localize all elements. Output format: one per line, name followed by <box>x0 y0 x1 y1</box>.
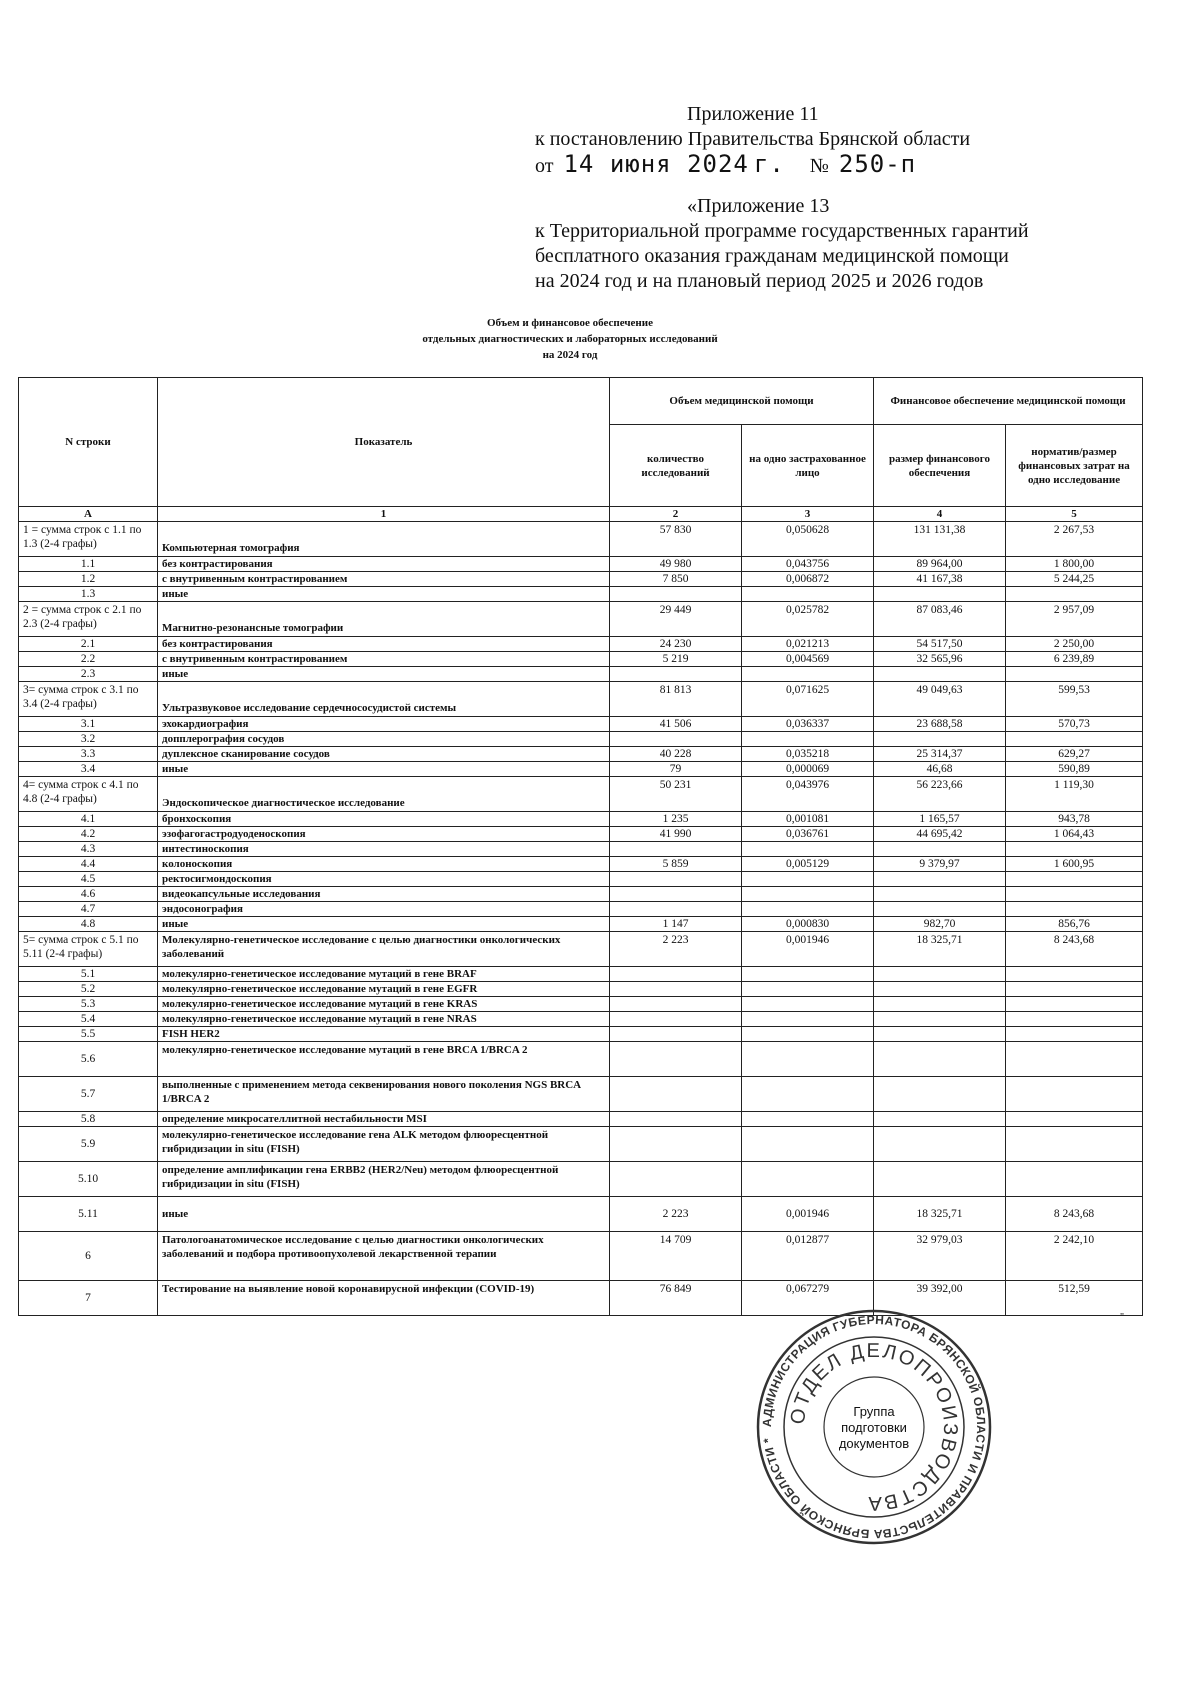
cell-count <box>610 1027 742 1042</box>
table-row <box>19 1042 1143 1077</box>
cell-norm: 8 243,68 <box>1006 1197 1143 1232</box>
row-code: 3.2 <box>19 732 158 747</box>
row-indicator: интестиноскопия <box>158 842 610 857</box>
cell-per-person <box>742 587 874 602</box>
annex-header <box>535 194 1095 294</box>
date-prefix: от <box>535 155 554 177</box>
cell-amount <box>874 667 1006 682</box>
table-row <box>19 602 1143 637</box>
row-indicator: FISH HER2 <box>158 1027 610 1042</box>
row-indicator: без контрастирования <box>158 557 610 572</box>
row-code: 1.3 <box>19 587 158 602</box>
row-code: 4= сумма строк с 4.1 по 4.8 (2-4 графы) <box>19 777 158 812</box>
cell-per-person: 0,001946 <box>742 1197 874 1232</box>
cell-per-person <box>742 1077 874 1112</box>
cell-count: 1 235 <box>610 812 742 827</box>
cell-count <box>610 1127 742 1162</box>
table-row <box>19 777 1143 812</box>
cell-per-person <box>742 967 874 982</box>
cell-count <box>610 842 742 857</box>
row-indicator: иные <box>158 917 610 932</box>
table-row <box>19 982 1143 997</box>
col-index-1: 1 <box>158 507 610 522</box>
cell-norm: 570,73 <box>1006 717 1143 732</box>
cell-norm <box>1006 842 1143 857</box>
cell-norm: 512,59 <box>1006 1281 1143 1316</box>
col-group-finance: Финансовое обеспечение медицинской помощи <box>874 378 1143 425</box>
cell-norm <box>1006 1012 1143 1027</box>
cell-amount: 54 517,50 <box>874 637 1006 652</box>
row-code: 2.3 <box>19 667 158 682</box>
row-indicator: молекулярно-генетическое исследование мутаций в гене BRAF <box>158 967 610 982</box>
stamp-center-text <box>755 1404 993 1452</box>
cell-count <box>610 1077 742 1112</box>
cell-count: 2 223 <box>610 932 742 967</box>
cell-per-person: 0,043976 <box>742 777 874 812</box>
cell-amount <box>874 1077 1006 1112</box>
cell-per-person <box>742 1027 874 1042</box>
row-code: 3.3 <box>19 747 158 762</box>
cell-norm <box>1006 1042 1143 1077</box>
volume-finance-table <box>18 377 1143 1316</box>
cell-per-person: 0,050628 <box>742 522 874 557</box>
row-indicator: Компьютерная томография <box>158 522 610 557</box>
row-indicator: иные <box>158 667 610 682</box>
cell-count: 40 228 <box>610 747 742 762</box>
cell-amount <box>874 967 1006 982</box>
cell-amount: 9 379,97 <box>874 857 1006 872</box>
cell-count <box>610 887 742 902</box>
cell-norm <box>1006 887 1143 902</box>
cell-per-person: 0,071625 <box>742 682 874 717</box>
cell-per-person <box>742 982 874 997</box>
cell-norm <box>1006 967 1143 982</box>
stamp-ring-text: АДМИНИСТРАЦИЯ ГУБЕРНАТОРА БРЯНСКОЙ ОБЛАСТИ И ПРАВИТЕЛЬСТВА БРЯНСКОЙ ОБЛАСТИ * <box>759 1312 989 1542</box>
row-indicator: молекулярно-генетическое исследование мутаций в гене NRAS <box>158 1012 610 1027</box>
cell-count: 1 147 <box>610 917 742 932</box>
cell-count: 81 813 <box>610 682 742 717</box>
table-row <box>19 887 1143 902</box>
cell-amount <box>874 1112 1006 1127</box>
row-indicator: молекулярно-генетическое исследование мутаций в гене KRAS <box>158 997 610 1012</box>
row-code: 4.7 <box>19 902 158 917</box>
row-indicator: Тестирование на выявление новой коронавирусной инфекции (COVID-19) <box>158 1281 610 1316</box>
year-suffix: г. <box>753 150 785 178</box>
cell-count: 5 219 <box>610 652 742 667</box>
row-code: 2 = сумма строк с 2.1 по 2.3 (2-4 графы) <box>19 602 158 637</box>
cell-norm: 1 600,95 <box>1006 857 1143 872</box>
col-index-2: 2 <box>610 507 742 522</box>
cell-per-person <box>742 1127 874 1162</box>
cell-amount: 89 964,00 <box>874 557 1006 572</box>
table-row <box>19 717 1143 732</box>
cell-count <box>610 982 742 997</box>
resolution-date-line <box>535 152 1055 179</box>
cell-per-person <box>742 732 874 747</box>
cell-norm: 6 239,89 <box>1006 652 1143 667</box>
cell-norm: 2 957,09 <box>1006 602 1143 637</box>
row-indicator: иные <box>158 1197 610 1232</box>
col-index-5: 5 <box>1006 507 1143 522</box>
cell-per-person: 0,005129 <box>742 857 874 872</box>
row-indicator: иные <box>158 587 610 602</box>
table-row <box>19 857 1143 872</box>
cell-amount: 46,68 <box>874 762 1006 777</box>
cell-per-person: 0,000069 <box>742 762 874 777</box>
cell-count: 76 849 <box>610 1281 742 1316</box>
cell-norm: 2 250,00 <box>1006 637 1143 652</box>
cell-count <box>610 587 742 602</box>
cell-per-person: 0,036337 <box>742 717 874 732</box>
row-indicator: с внутривенным контрастированием <box>158 572 610 587</box>
row-indicator: иные <box>158 762 610 777</box>
row-indicator: определение амплификации гена ERBB2 (HER2/Neu) методом флюоресцентной гибридизации in situ (FISH) <box>158 1162 610 1197</box>
row-indicator: колоноскопия <box>158 857 610 872</box>
table-row <box>19 637 1143 652</box>
row-code: 3.1 <box>19 717 158 732</box>
table-row <box>19 1112 1143 1127</box>
cell-amount: 982,70 <box>874 917 1006 932</box>
col-index-3: 3 <box>742 507 874 522</box>
cell-norm: 599,53 <box>1006 682 1143 717</box>
col-header-n-row: N строки <box>19 378 158 507</box>
table-row <box>19 872 1143 887</box>
cell-amount <box>874 1127 1006 1162</box>
cell-per-person: 0,001946 <box>742 932 874 967</box>
cell-per-person <box>742 1162 874 1197</box>
table-row <box>19 997 1143 1012</box>
cell-amount <box>874 887 1006 902</box>
resolution-ref: к постановлению Правительства Брянской области <box>535 128 971 150</box>
cell-count <box>610 732 742 747</box>
table-row <box>19 1197 1143 1232</box>
stamp-arc-text: ОТДЕЛ ДЕЛОПРОИЗВОДСТВА <box>786 1339 962 1515</box>
row-code: 1.2 <box>19 572 158 587</box>
col-header-amount: размер финансового обеспечения <box>874 425 1006 507</box>
row-code: 1.1 <box>19 557 158 572</box>
row-code: 5.2 <box>19 982 158 997</box>
cell-per-person: 0,043756 <box>742 557 874 572</box>
col-header-per-person: на одно застрахованное лицо <box>742 425 874 507</box>
table-row <box>19 1077 1143 1112</box>
col-header-norm: норматив/размер финансовых затрат на одно исследование <box>1006 425 1143 507</box>
row-code: 5.8 <box>19 1112 158 1127</box>
title-line-1: Объем и финансовое обеспечение <box>487 317 653 329</box>
cell-per-person <box>742 1042 874 1077</box>
cell-norm: 1 119,30 <box>1006 777 1143 812</box>
cell-count: 24 230 <box>610 637 742 652</box>
stamp-line-3: документов <box>838 1436 910 1451</box>
cell-amount: 49 049,63 <box>874 682 1006 717</box>
cell-per-person <box>742 887 874 902</box>
title-line-3: на 2024 год <box>542 349 598 361</box>
cell-norm: 5 244,25 <box>1006 572 1143 587</box>
cell-norm <box>1006 1162 1143 1197</box>
annex-number: «Приложение 13 <box>687 195 830 217</box>
row-indicator: определение микросателлитной нестабильности MSI <box>158 1112 610 1127</box>
cell-count <box>610 1162 742 1197</box>
cell-count: 41 506 <box>610 717 742 732</box>
table-row <box>19 932 1143 967</box>
row-indicator: эндосонография <box>158 902 610 917</box>
row-code: 3.4 <box>19 762 158 777</box>
row-indicator: эзофагогастродуоденоскопия <box>158 827 610 842</box>
col-header-indicator: Показатель <box>158 378 610 507</box>
cell-count <box>610 1112 742 1127</box>
row-code: 5.11 <box>19 1197 158 1232</box>
cell-norm <box>1006 872 1143 887</box>
cell-norm <box>1006 1127 1143 1162</box>
cell-norm <box>1006 997 1143 1012</box>
cell-count: 57 830 <box>610 522 742 557</box>
annex-line-4: на 2024 год и на плановый период 2025 и 2026 годов <box>535 270 984 292</box>
cell-count: 50 231 <box>610 777 742 812</box>
cell-amount: 87 083,46 <box>874 602 1006 637</box>
number-sign: № <box>809 155 829 177</box>
cell-per-person: 0,000830 <box>742 917 874 932</box>
row-indicator: без контрастирования <box>158 637 610 652</box>
cell-norm: 8 243,68 <box>1006 932 1143 967</box>
row-code: 5= сумма строк с 5.1 по 5.11 (2-4 графы) <box>19 932 158 967</box>
table-row <box>19 1162 1143 1197</box>
cell-count: 79 <box>610 762 742 777</box>
cell-amount <box>874 732 1006 747</box>
cell-count <box>610 902 742 917</box>
cell-count: 29 449 <box>610 602 742 637</box>
cell-amount <box>874 1012 1006 1027</box>
cell-amount: 18 325,71 <box>874 932 1006 967</box>
col-group-volume: Объем медицинской помощи <box>610 378 874 425</box>
cell-count <box>610 1042 742 1077</box>
cell-norm: 943,78 <box>1006 812 1143 827</box>
cell-amount <box>874 842 1006 857</box>
cell-per-person: 0,012877 <box>742 1232 874 1281</box>
cell-norm <box>1006 732 1143 747</box>
row-code: 3= сумма строк с 3.1 по 3.4 (2-4 графы) <box>19 682 158 717</box>
cell-amount: 1 165,57 <box>874 812 1006 827</box>
row-indicator: Магнитно-резонансные томографии <box>158 602 610 637</box>
cell-norm <box>1006 902 1143 917</box>
cell-per-person <box>742 1112 874 1127</box>
row-indicator: молекулярно-генетическое исследование мутаций в гене BRCA 1/BRCA 2 <box>158 1042 610 1077</box>
col-header-count: количество исследований <box>610 425 742 507</box>
cell-count: 14 709 <box>610 1232 742 1281</box>
row-code: 4.1 <box>19 812 158 827</box>
cell-count: 41 990 <box>610 827 742 842</box>
annex-line-3: бесплатного оказания гражданам медицинской помощи <box>535 245 1009 267</box>
cell-norm <box>1006 667 1143 682</box>
cell-count <box>610 967 742 982</box>
cell-per-person: 0,067279 <box>742 1281 874 1316</box>
row-code: 5.6 <box>19 1042 158 1077</box>
cell-per-person: 0,025782 <box>742 602 874 637</box>
row-indicator: ректосигмондоскопия <box>158 872 610 887</box>
row-code: 5.5 <box>19 1027 158 1042</box>
row-code: 4.4 <box>19 857 158 872</box>
row-indicator: с внутривенным контрастированием <box>158 652 610 667</box>
table-row <box>19 667 1143 682</box>
cell-amount: 18 325,71 <box>874 1197 1006 1232</box>
cell-count: 7 850 <box>610 572 742 587</box>
row-code: 5.1 <box>19 967 158 982</box>
row-code: 5.3 <box>19 997 158 1012</box>
cell-count <box>610 872 742 887</box>
row-code: 4.2 <box>19 827 158 842</box>
row-code: 6 <box>19 1232 158 1281</box>
cell-norm: 1 800,00 <box>1006 557 1143 572</box>
row-code: 5.9 <box>19 1127 158 1162</box>
cell-amount: 41 167,38 <box>874 572 1006 587</box>
table-row <box>19 522 1143 557</box>
scan-mark: " <box>1120 1312 1125 1323</box>
cell-amount <box>874 872 1006 887</box>
table-row <box>19 652 1143 667</box>
cell-amount <box>874 1042 1006 1077</box>
table-row <box>19 682 1143 717</box>
cell-norm <box>1006 1112 1143 1127</box>
cell-amount: 25 314,37 <box>874 747 1006 762</box>
resolution-header <box>535 102 1055 179</box>
appendix-number: Приложение 11 <box>687 103 819 125</box>
cell-per-person <box>742 902 874 917</box>
cell-amount: 131 131,38 <box>874 522 1006 557</box>
cell-per-person: 0,036761 <box>742 827 874 842</box>
row-code: 5.10 <box>19 1162 158 1197</box>
cell-norm: 590,89 <box>1006 762 1143 777</box>
cell-per-person <box>742 1012 874 1027</box>
cell-norm: 2 242,10 <box>1006 1232 1143 1281</box>
row-code: 1 = сумма строк с 1.1 по 1.3 (2-4 графы) <box>19 522 158 557</box>
row-code: 7 <box>19 1281 158 1316</box>
cell-count: 49 980 <box>610 557 742 572</box>
table-row <box>19 1232 1143 1281</box>
row-code: 4.5 <box>19 872 158 887</box>
cell-norm: 629,27 <box>1006 747 1143 762</box>
handwritten-date: 14 июня 2024 <box>563 150 749 178</box>
table-row <box>19 732 1143 747</box>
col-index-a: А <box>19 507 158 522</box>
cell-per-person: 0,001081 <box>742 812 874 827</box>
row-indicator: молекулярно-генетическое исследование мутаций в гене EGFR <box>158 982 610 997</box>
cell-amount <box>874 1162 1006 1197</box>
row-indicator: дуплексное сканирование сосудов <box>158 747 610 762</box>
row-indicator: Молекулярно-генетическое исследование с целью диагностики онкологических заболеваний <box>158 932 610 967</box>
row-indicator: молекулярно-генетическое исследование гена ALK методом флюоресцентной гибридизации in situ (FISH) <box>158 1127 610 1162</box>
table-row <box>19 1127 1143 1162</box>
cell-count <box>610 997 742 1012</box>
row-indicator: видеокапсульные исследования <box>158 887 610 902</box>
row-code: 4.3 <box>19 842 158 857</box>
table-row <box>19 747 1143 762</box>
official-stamp <box>755 1308 993 1546</box>
table-row <box>19 842 1143 857</box>
row-indicator: эхокардиография <box>158 717 610 732</box>
row-code: 2.2 <box>19 652 158 667</box>
cell-amount <box>874 997 1006 1012</box>
annex-line-2: к Территориальной программе государственных гарантий <box>535 220 1029 242</box>
cell-amount <box>874 1027 1006 1042</box>
row-code: 2.1 <box>19 637 158 652</box>
cell-per-person <box>742 667 874 682</box>
cell-count <box>610 667 742 682</box>
table-row <box>19 812 1143 827</box>
table-row <box>19 917 1143 932</box>
table-row <box>19 1012 1143 1027</box>
cell-amount <box>874 982 1006 997</box>
row-indicator: Ультразвуковое исследование сердечнососудистой системы <box>158 682 610 717</box>
handwritten-number: 250-п <box>838 150 917 178</box>
stamp-line-1: Группа <box>853 1404 895 1419</box>
cell-count: 5 859 <box>610 857 742 872</box>
table-row <box>19 902 1143 917</box>
cell-per-person: 0,021213 <box>742 637 874 652</box>
cell-amount: 39 392,00 <box>874 1281 1006 1316</box>
cell-amount: 56 223,66 <box>874 777 1006 812</box>
row-indicator: выполненные с применением метода секвенирования нового поколения NGS BRCA 1/BRCA 2 <box>158 1077 610 1112</box>
table-row <box>19 572 1143 587</box>
table-row <box>19 587 1143 602</box>
row-indicator: допплерография сосудов <box>158 732 610 747</box>
cell-per-person: 0,035218 <box>742 747 874 762</box>
row-code: 4.8 <box>19 917 158 932</box>
cell-amount <box>874 587 1006 602</box>
title-line-2: отдельных диагностических и лабораторных исследований <box>422 333 718 345</box>
table-row <box>19 762 1143 777</box>
cell-amount: 32 979,03 <box>874 1232 1006 1281</box>
cell-count: 2 223 <box>610 1197 742 1232</box>
cell-norm: 1 064,43 <box>1006 827 1143 842</box>
table-row <box>19 1027 1143 1042</box>
table-row <box>19 557 1143 572</box>
cell-norm: 2 267,53 <box>1006 522 1143 557</box>
cell-per-person: 0,006872 <box>742 572 874 587</box>
row-code: 5.4 <box>19 1012 158 1027</box>
table-row <box>19 827 1143 842</box>
cell-per-person: 0,004569 <box>742 652 874 667</box>
col-index-4: 4 <box>874 507 1006 522</box>
row-code: 5.7 <box>19 1077 158 1112</box>
cell-per-person <box>742 872 874 887</box>
row-indicator: Патологоанатомическое исследование с целью диагностики онкологических заболеваний и подбора противоопухолевой лекарственной терапии <box>158 1232 610 1281</box>
row-code: 4.6 <box>19 887 158 902</box>
cell-amount: 44 695,42 <box>874 827 1006 842</box>
cell-norm: 856,76 <box>1006 917 1143 932</box>
cell-amount <box>874 902 1006 917</box>
cell-norm <box>1006 1077 1143 1112</box>
cell-amount: 32 565,96 <box>874 652 1006 667</box>
cell-norm <box>1006 1027 1143 1042</box>
document-title <box>240 315 900 363</box>
cell-count <box>610 1012 742 1027</box>
cell-norm <box>1006 982 1143 997</box>
table-row <box>19 967 1143 982</box>
stamp-line-2: подготовки <box>841 1420 907 1435</box>
cell-amount: 23 688,58 <box>874 717 1006 732</box>
cell-norm <box>1006 587 1143 602</box>
row-indicator: бронхоскопия <box>158 812 610 827</box>
row-indicator: Эндоскопическое диагностическое исследование <box>158 777 610 812</box>
cell-per-person <box>742 997 874 1012</box>
cell-per-person <box>742 842 874 857</box>
